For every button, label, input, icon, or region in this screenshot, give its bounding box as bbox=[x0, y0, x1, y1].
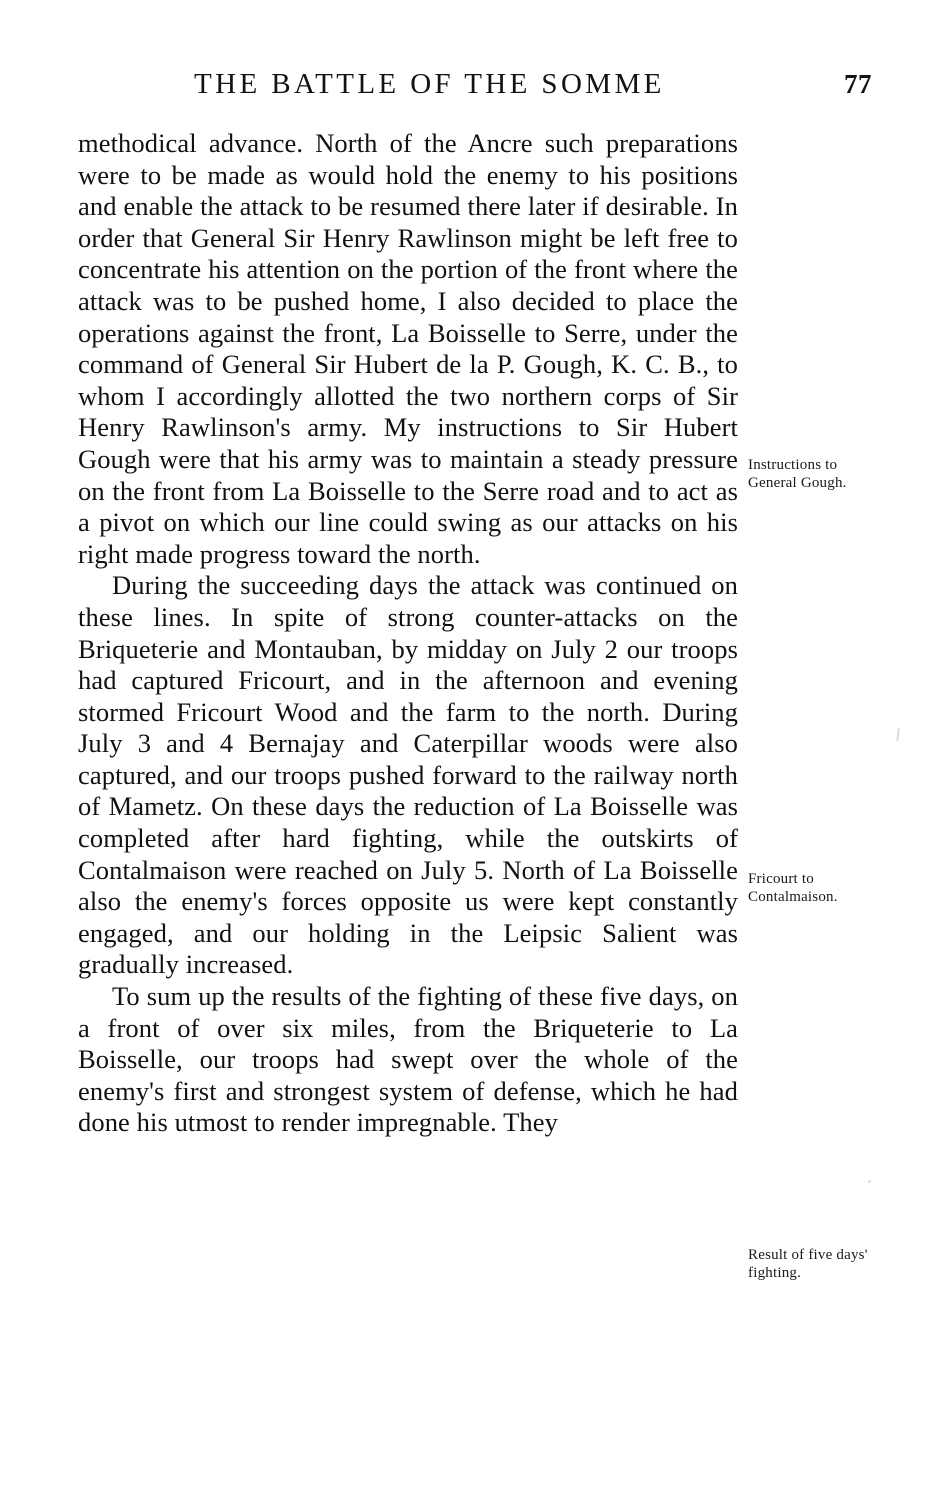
page-speck bbox=[896, 728, 899, 741]
paragraph: To sum up the results of the fighting of these five days, on a front of over six miles, from the Briqueterie to La Boisselle, our troops had swept over the whole of the enemy's first and strongest system of defense, which he had done his utmost to render impregnable. They bbox=[78, 981, 738, 1138]
page-speck bbox=[868, 1180, 871, 1183]
margin-note: Result of five days' fighting. bbox=[748, 1247, 868, 1281]
running-head bbox=[78, 68, 872, 108]
page-title: THE BATTLE OF THE SOMME bbox=[194, 68, 665, 100]
text-column bbox=[78, 128, 738, 1139]
paragraph: During the succeeding days the attack was continued on these lines. In spite of strong counter-attacks on the Briqueterie and Montauban, by midday on July 2 our troops had captured Fricourt, and in the afternoon and evening stormed Fricourt Wood and the farm to the north. During July 3 and 4 Bernajay and Caterpillar woods were also captured, and our troops pushed forward to the railway north of Mametz. On these days the reduction of La Boisselle was completed after hard fighting, while the outskirts of Contalmaison were reached on July 5. North of La Boisselle also the enemy's forces opposite us were kept constantly engaged, and our holding in the Leipsic Salient was gradually increased. bbox=[78, 570, 738, 980]
margin-note: Instructions to General Gough. bbox=[748, 457, 847, 491]
page-number: 77 bbox=[844, 69, 872, 99]
margin-note: Fricourt to Contalmaison. bbox=[748, 871, 838, 905]
paragraph: methodical advance. North of the Ancre such preparations were to be made as would hold the enemy to his positions and enable the attack to be resumed there later if desirable. In order that General Sir Henry Rawlinson might be left free to concentrate his attention on the portion of the front where the attack was to be pushed home, I also decided to place the operations against the front, La Boisselle to Serre, under the command of General Sir Hubert de la P. Gough, K. C. B., to whom I accordingly allotted the two northern corps of Sir Henry Rawlinson's army. My instructions to Sir Hubert Gough were that his army was to maintain a steady pressure on the front from La Boisselle to the Serre road and to act as a pivot on which our line could swing as our attacks on his right made progress toward the north. bbox=[78, 128, 738, 569]
